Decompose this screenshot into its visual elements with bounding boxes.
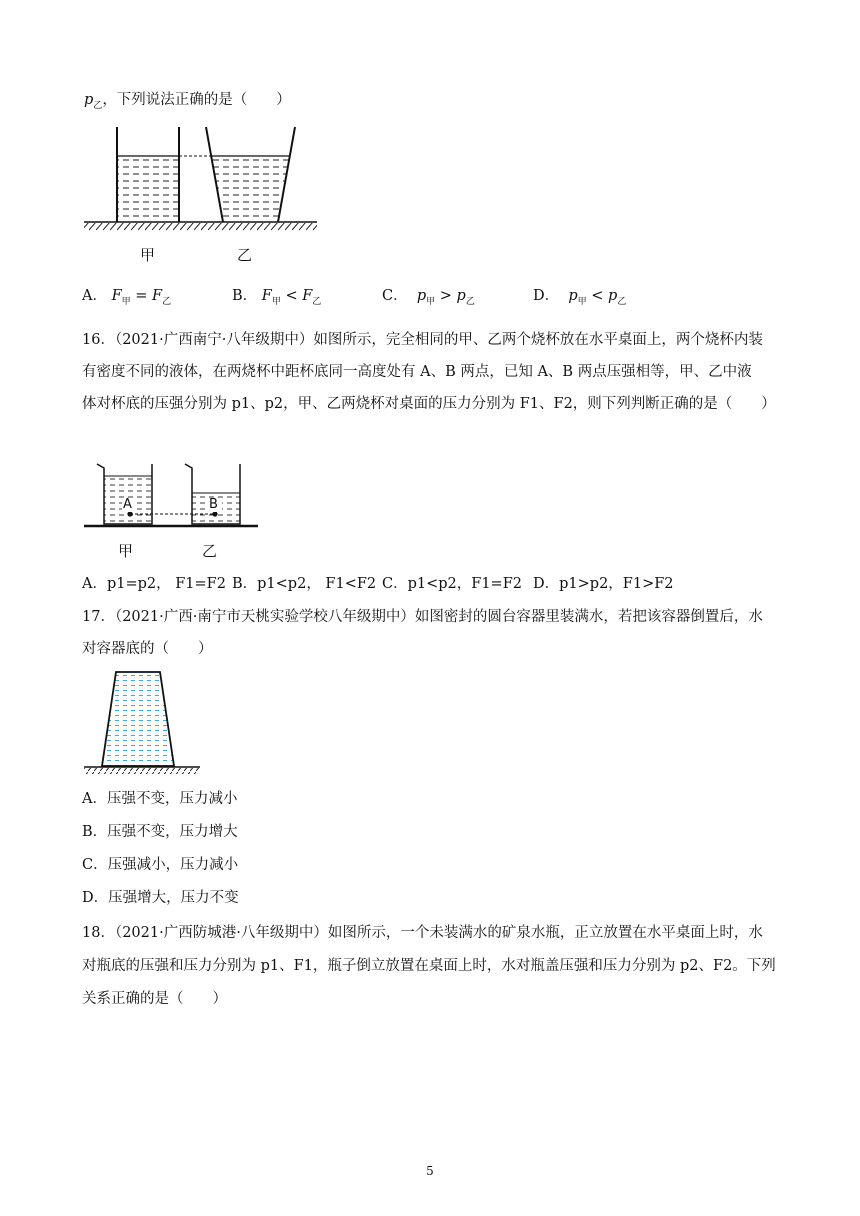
q16-label-yi: 乙 [202,542,218,560]
q15-stem-tail: $p_乙$，下列说法正确的是（ ） [84,92,291,111]
q17-option-b[interactable]: B．压强不变，压力增大 [82,824,238,840]
q16-figure [82,458,262,538]
q16-point-a: A [123,497,132,512]
q15-figure [82,122,322,272]
q15-label-jia: 甲 [140,246,156,264]
q17-figure [82,668,212,778]
q16-option-c[interactable]: C．p1<p2，F1=F2 [382,576,522,592]
q15-option-c[interactable]: C． $p_甲 > p_乙$ [382,288,475,307]
q16-option-b[interactable]: B．p1<p2， F1<F2 [232,576,377,592]
q15-label-yi: 乙 [237,246,253,264]
q16-stem-line-1: 16．（2021·广西南宁·八年级期中）如图所示，完全相同的甲、乙两个烧杯放在水平桌面上，两个烧杯内装 [82,332,763,348]
q17-option-c[interactable]: C．压强减小，压力减小 [82,857,239,873]
q16-point-b: B [209,497,218,512]
q18-stem-line-2: 对瓶底的压强和压力分别为 p1、F1，瓶子倒立放置在桌面上时，水对瓶盖压强和压力分别为 p2、F2。下列 [82,958,776,974]
q15-option-d[interactable]: D． $p_甲 < p_乙$ [533,288,627,307]
q17-stem-line-2: 对容器底的（ ） [82,641,213,657]
q17-stem-line-1: 17．（2021·广西·南宁市天桃实验学校八年级期中）如图密封的圆台容器里装满水，若把该容器倒置后，水 [82,609,763,625]
q16-label-jia: 甲 [118,542,134,560]
q18-stem-line-3: 关系正确的是（ ） [82,991,227,1007]
q16-option-a[interactable]: A．p1=p2， F1=F2 [82,576,226,592]
q16-stem-line-2: 有密度不同的液体，在两烧杯中距杯底同一高度处有 A、B 两点，已知 A、B 两点压强相等，甲、乙中液 [82,364,752,380]
q15-option-b[interactable]: B． $F_甲 < F_乙$ [232,288,322,307]
page-number: 5 [426,1164,434,1178]
q17-option-a[interactable]: A．压强不变，压力减小 [82,791,238,807]
q17-option-d[interactable]: D．压强增大，压力不变 [82,890,239,906]
q16-option-d[interactable]: D．p1>p2，F1>F2 [533,576,674,592]
q18-stem-line-1: 18．（2021·广西防城港·八年级期中）如图所示，一个未装满水的矿泉水瓶，正立放置在水平桌面上时，水 [82,925,763,941]
q16-stem-line-3: 体对杯底的压强分别为 p1、p2，甲、乙两烧杯对桌面的压力分别为 F1、F2，则下列判断正确的是（ ） [82,396,776,412]
q15-option-a[interactable]: A． $F_甲 = F_乙$ [82,288,172,307]
